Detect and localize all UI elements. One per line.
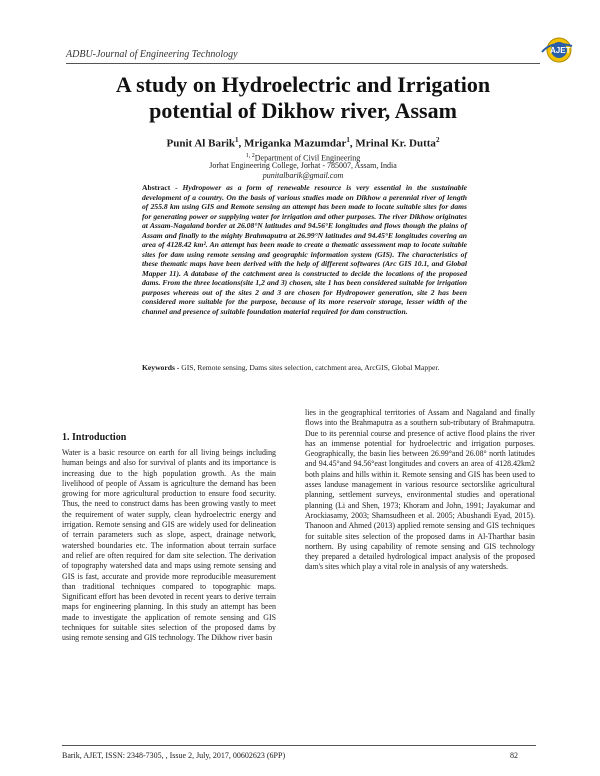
author-email[interactable]: punitalbarik@gmail.com [262,171,344,180]
author-name: Mriganka Mazumdar [244,137,347,150]
affiliation-mark: 1, 2 [245,153,255,159]
keywords [142,363,467,373]
keywords-text: GIS, Remote sensing, Dams sites selection, catchment area, ArcGIS, Global Mapper. [181,363,440,372]
keywords-label: Keywords - [142,363,180,372]
header-divider [66,63,540,64]
body-column-left: Water is a basic resource on earth for all living beings including human beings and also for survival of plants and its importance is increasing due to the high population growth. As the main livelihood of people of Assam is agriculture the demand has been growing for more agricultural production to ensure food security. Thus, the need to construct dams has been growing vastly to meet the requirement of water supply, clean hydroelectric energy and irrigation. Remote sensing and GIS are widely used for delineation of terrain parameters such as slope, aspect, drainage network, watershed boundaries etc. The information about terrain surface and relief are often required for dam site selection. The derivation of topography watershed data and maps using remote sensing and GIS is fast, accurate and provide more reproducible measurement than traditional techniques compared to topographic maps. Significant effort has been devoted in recent years to derive terrain maps for engineering planning. In this study an attempt has been made to investigate the application of remote sensing and GIS techniques for suitable sites selection of the proposed dams by using remote sensing and GIS technology. The Dikhow river basin [62,448,276,643]
paper-title [66,72,540,124]
abstract-label: Abstract - [142,183,178,192]
author-affiliation-mark: 1 [235,136,239,144]
journal-logo-icon [538,36,576,64]
logo-text: AJET [550,46,571,55]
footer-citation: Barik, AJET, ISSN: 2348-7305, , Issue 2, July, 2017, 00602623 (6PP) [62,751,286,760]
author-name: Punit Al Barik [166,137,236,150]
journal-logo [538,36,576,64]
title-line-2: potential of Dikhow river, Assam [149,98,457,123]
abstract-text: Hydropower as a form of renewable resource is very essential in the sustainable development of a country. On the basis of various studies made on Dikhow a perennial river of length of 255.8 km using GIS and Remote sensing an attempt has been made to locate suitable sites for dams for generating power or supplying water for irrigation and other purposes. The river Dikhow originates at Assam-Nagaland border at 26.08°N latitudes and 94.56°E longitudes and flows though the plains of Assam and finally to the mighty Brahmaputra at 26.99°N latitudes and 94.45°E longitudes covering an area of 4128.42 km². An attempt has been made to create a thematic assessment map to locate suitable sites for dam using remote sensing and geographic information system (GIS). The characteristics of these thematic maps have been derived with the help of different softwares (Arc GIS 10.1, and Global Mapper 11). A database of the catchment area is constructed to decide the locations of the proposed dams. From the three locations(site 1,2 and 3) chosen, site 1 has been considered suitable for irrigation purposes whereas out of the sites 2 and 3 are chosen for Hydropower generation, site 2 has been considered more suitable for the purpose, because of its more reservoir storage, lesser width of the channel and presence of suitable foundation material required for dam construction. [142,183,468,316]
section-heading-introduction: 1. Introduction [62,432,127,443]
journal-name: ADBU-Journal of Engineering Technology [66,49,238,60]
author-affiliation-mark: 1 [346,136,350,144]
footer-divider [62,745,536,746]
author-list: Punit Al Barik$^1$, Mriganka Mazumdar$^1$, Mrinal Kr. Dutta$^2$ [166,136,440,150]
title-line-1: A study on Hydroelectric and Irrigation [115,72,491,97]
department: Department of Civil Engineering [254,153,361,163]
author-affiliation-mark: 2 [435,136,440,144]
page-number: 82 [510,751,518,760]
affiliation-institution: Jorhat Engineering College, Jorhat - 785007, Assam, India [209,161,397,170]
author-name: Mrinal Kr. Dutta [355,137,436,150]
abstract [142,183,467,316]
body-column-right: lies in the geographical territories of Assam and Nagaland and finally flows into the Brahmaputra as a southern sub-tributary of Brahmaputra. Due to its perennial course and presence of active flood plains the river has an immense potential for hydroelectric and irrigation purposes. Geographically, the basin lies between 26.99°and 26.08° north latitudes and 94.45°and 94.56°east longitudes and covers an area of 4128.42km2 both plains and hills within it. Remote sensing and GIS has been used to asses landuse management in various resource sectorslike agricultural planning, settlement surveys, environmental studies and operational planning (Li and Shen, 1973; Khoram and John, 1991; Jayakumar and Arockiasamy, 2003; Shamsudheen et al. 2005; Abushandi Eyad, 2015). Thanoon and Ahmed (2013) applied remote sensing and GIS techniques for suitable sites selection of the proposed dams in Al-Tharthar basin northern. By using capability of remote sensing and GIS technology they prepared a detailed hydrological impact analysis of the proposed dam's sites which play a vital role in analysis of any watersheds. [305,408,535,572]
